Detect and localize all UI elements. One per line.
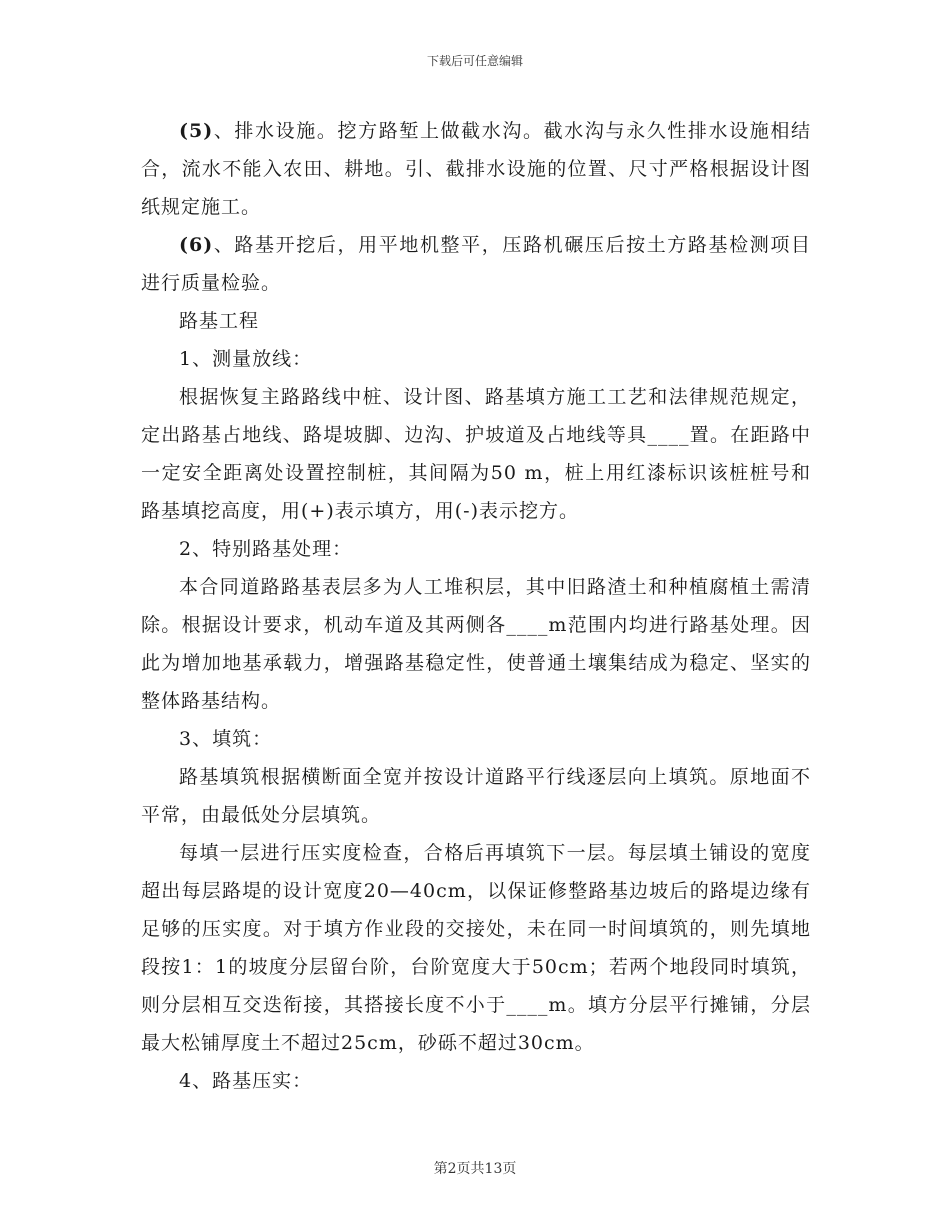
paragraph-drainage xyxy=(141,112,811,226)
item-number: (5) xyxy=(179,120,214,142)
subsection-heading xyxy=(141,340,811,378)
paragraph-text: 、排水设施。挖方路堑上做截水沟。截水沟与永久性排水设施相结合，流水不能入农田、耕地。引、截排水设施的位置、尺寸严格根据设计图纸规定施工。 xyxy=(141,120,811,218)
paragraph-filling xyxy=(141,758,811,834)
subsection-heading xyxy=(141,530,811,568)
paragraph-text: 3、填筑： xyxy=(179,728,273,750)
paragraph-text: 1、测量放线： xyxy=(179,348,313,370)
paragraph-survey xyxy=(141,378,811,530)
paragraph-excavation xyxy=(141,226,811,302)
subsection-heading xyxy=(141,720,811,758)
page-footer: 第2页共13页 xyxy=(433,1161,517,1177)
paragraph-layer-check xyxy=(141,834,811,1062)
paragraph-text: 根据恢复主路路线中桩、设计图、路基填方施工工艺和法律规范规定，定出路基占地线、路堤坡脚、边沟、护坡道及占地线等具____置。在距路中一定安全距离处设置控制桩，其间隔为50 m，桩上用红漆标识该桩桩号和路基填挖高度，用(+)表示填方，用(-)表示挖方。 xyxy=(141,386,811,522)
paragraph-text: 2、特别路基处理： xyxy=(179,538,353,560)
document-body xyxy=(141,112,811,1100)
paragraph-text: 路基工程 xyxy=(179,310,260,332)
item-number: (6) xyxy=(179,234,214,256)
paragraph-text: 4、路基压实： xyxy=(179,1070,313,1092)
paragraph-text: 每填一层进行压实度检查，合格后再填筑下一层。每层填土铺设的宽度超出每层路堤的设计宽度20—40cm，以保证修整路基边坡后的路堤边缘有足够的压实度。对于填方作业段的交接处，未在同一时间填筑的，则先填地段按1：1的坡度分层留台阶，台阶宽度大于50cm；若两个地段同时填筑，则分层相互交迭衔接，其搭接长度不小于____m。填方分层平行摊铺，分层最大松铺厚度土不超过25cm，砂砾不超过30cm。 xyxy=(141,842,811,1054)
paragraph-text: 、路基开挖后，用平地机整平，压路机碾压后按土方路基检测项目进行质量检验。 xyxy=(141,234,811,294)
paragraph-text: 本合同道路路基表层多为人工堆积层，其中旧路渣土和种植腐植土需清除。根据设计要求，机动车道及其两侧各____m范围内均进行路基处理。因此为增加地基承载力，增强路基稳定性，使普通土壤集结成为稳定、坚实的整体路基结构。 xyxy=(141,576,811,712)
page-header: 下载后可任意编辑 xyxy=(426,54,523,68)
paragraph-special-treatment xyxy=(141,568,811,720)
subsection-heading xyxy=(141,1062,811,1100)
paragraph-text: 路基填筑根据横断面全宽并按设计道路平行线逐层向上填筑。原地面不平常，由最低处分层填筑。 xyxy=(141,766,811,826)
section-heading xyxy=(141,302,811,340)
